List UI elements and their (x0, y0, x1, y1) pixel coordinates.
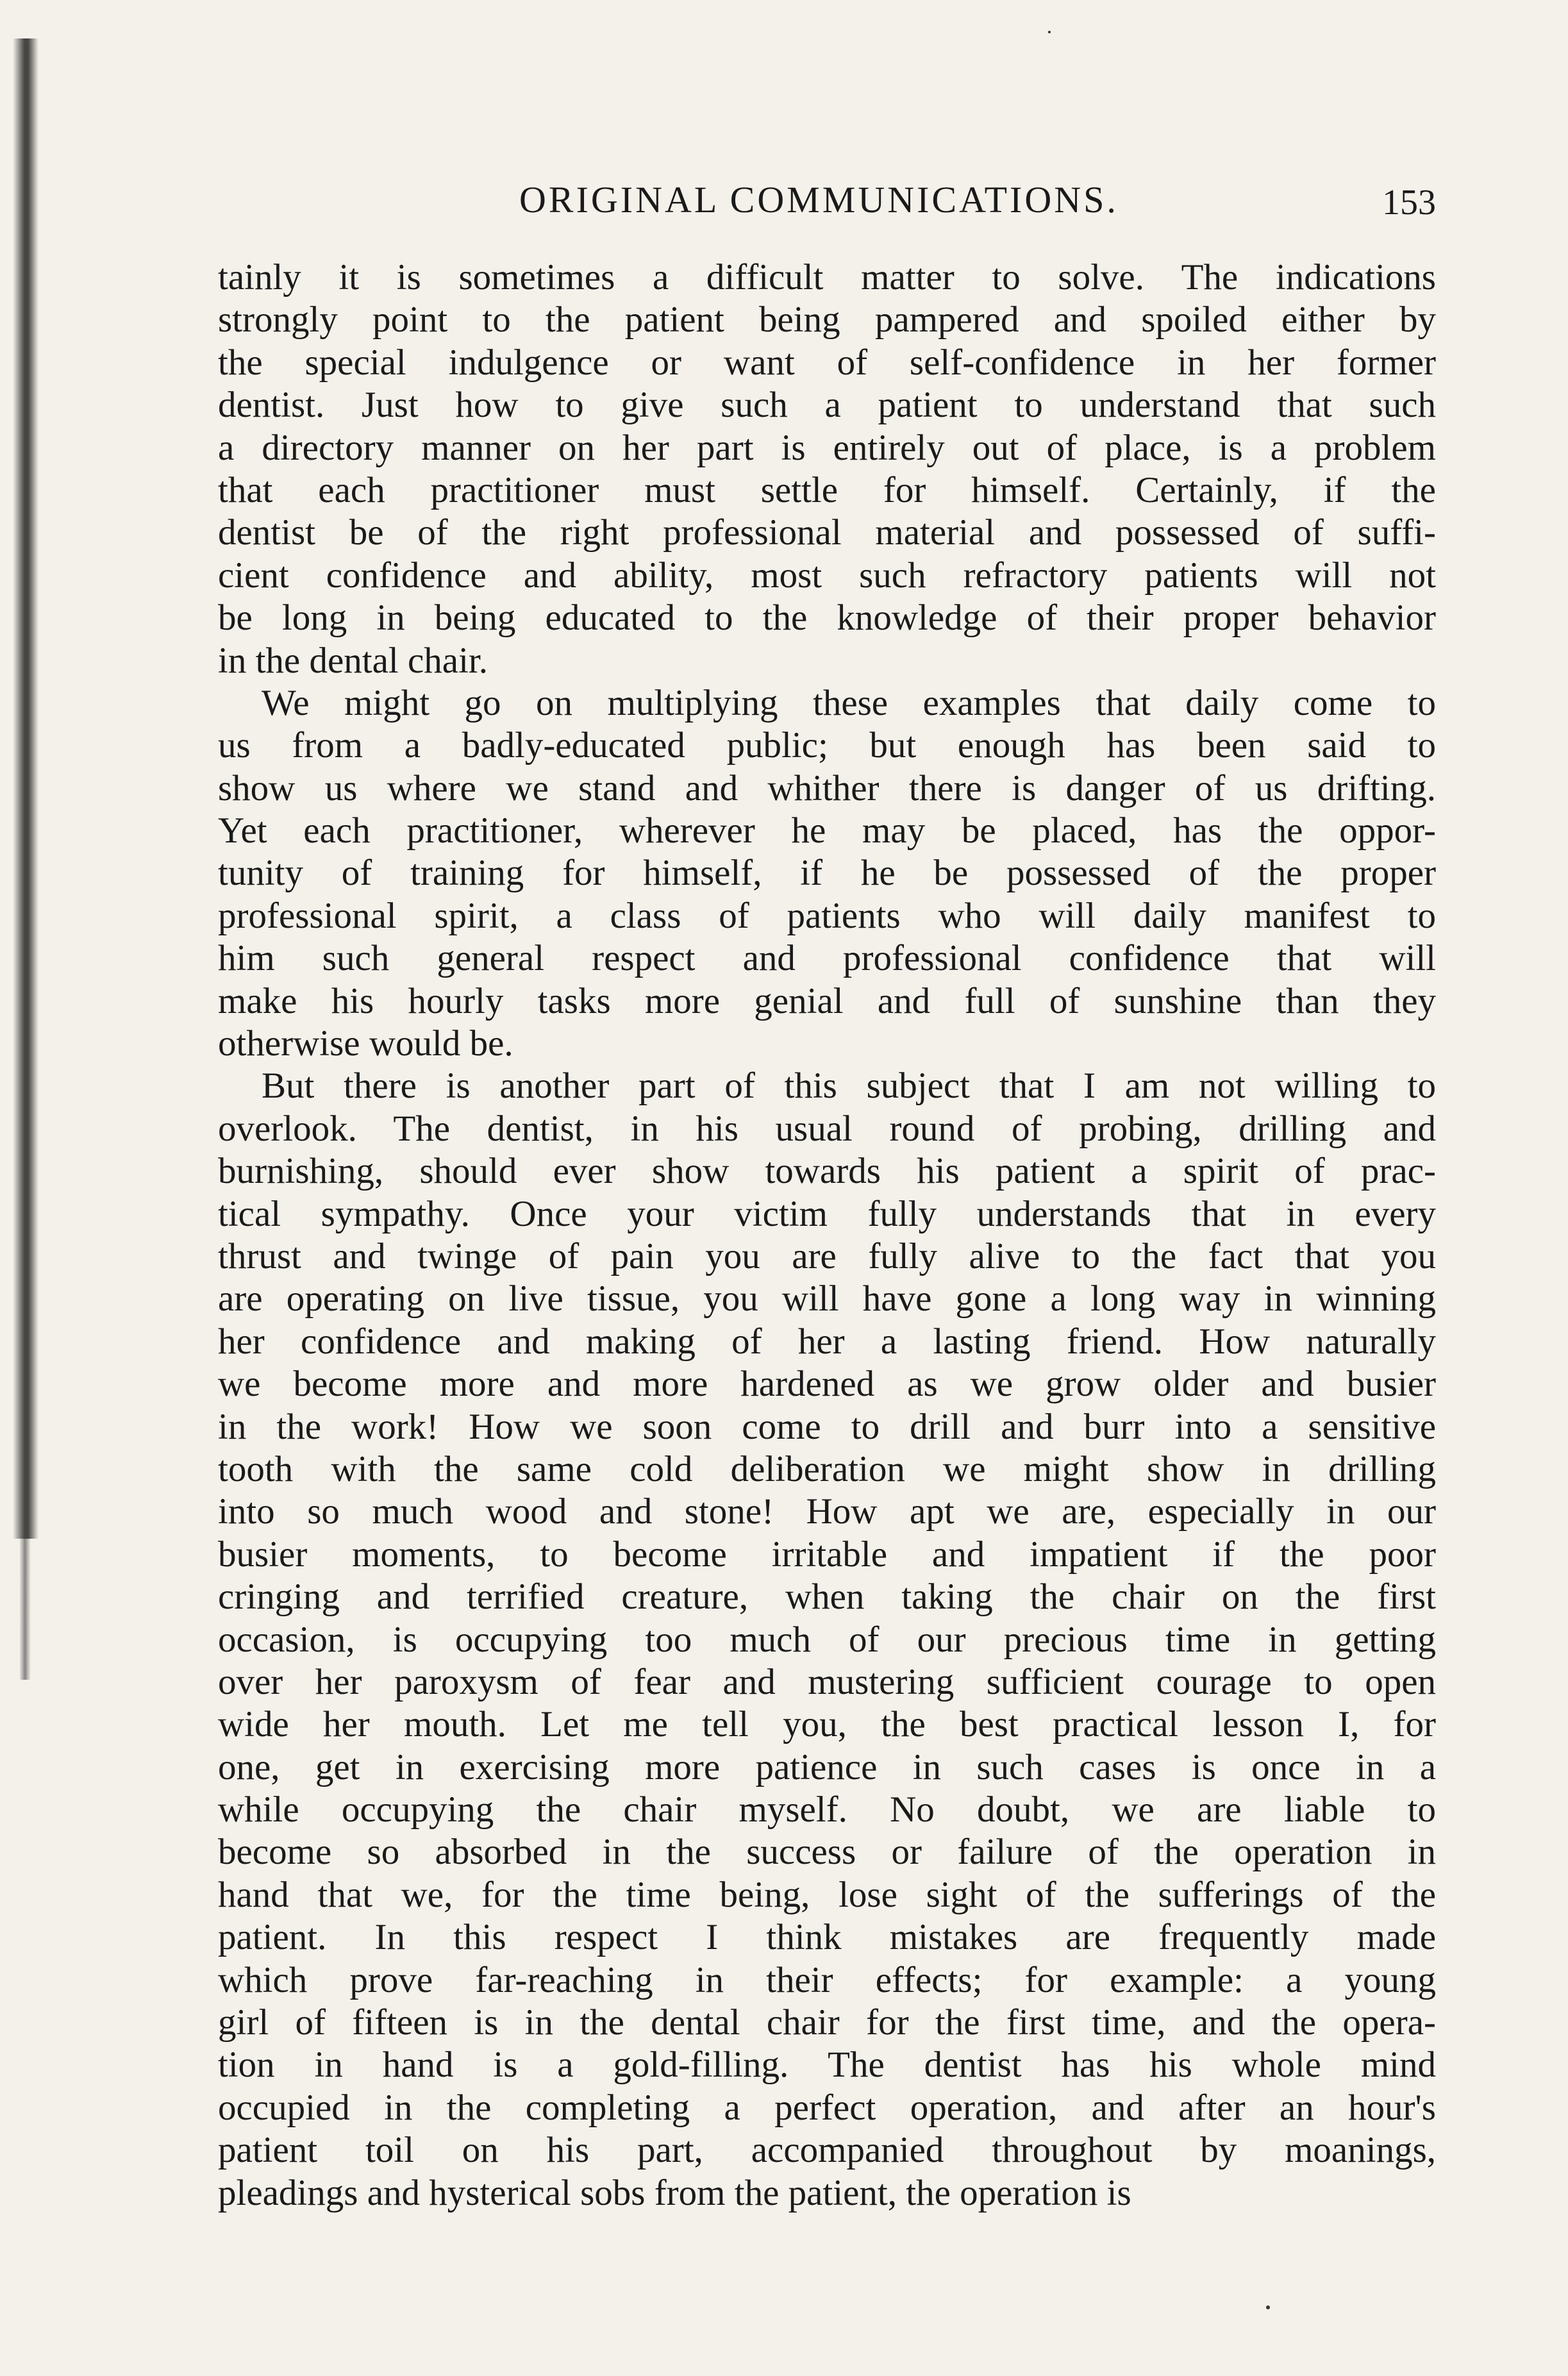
text-line: make his hourly tasks more genial and full of sunshine than they (218, 980, 1436, 1021)
text-line: wide her mouth. Let me tell you, the best practical lesson I, for (218, 1704, 1436, 1745)
text-line: tooth with the same cold deliberation we might show in drilling (218, 1448, 1436, 1489)
text-line: occupied in the completing a perfect operation, and after an hour's (218, 2087, 1436, 2128)
paragraph (218, 1065, 1436, 2214)
text-line: girl of fifteen is in the dental chair for the first time, and the opera- (218, 2002, 1436, 2043)
text-line: thrust and twinge of pain you are fully alive to the fact that you (218, 1235, 1436, 1276)
text-line: over her paroxysm of fear and mustering sufficient courage to open (218, 1661, 1436, 1702)
page-binding-shadow (13, 38, 38, 1539)
text-line: Yet each practitioner, wherever he may be placed, has the oppor- (218, 810, 1436, 851)
article-body (218, 256, 1436, 2214)
text-line: patient. In this respect I think mistakes are frequently made (218, 1917, 1436, 1958)
page-number: 153 (1382, 183, 1436, 222)
text-line: overlook. The dentist, in his usual round of probing, drilling and (218, 1108, 1436, 1149)
text-line: cient confidence and ability, most such refractory patients will not (218, 555, 1436, 596)
text-line: into so much wood and stone! How apt we are, especially in our (218, 1491, 1436, 1532)
text-line: dentist be of the right professional material and possessed of suffi- (218, 512, 1436, 553)
text-line: show us where we stand and whither there is danger of us drifting. (218, 767, 1436, 808)
paragraph (218, 682, 1436, 1066)
text-line: But there is another part of this subject that I am not willing to (262, 1066, 1436, 1107)
text-line: tical sympathy. Once your victim fully understands that in every (218, 1193, 1436, 1234)
text-line: tion in hand is a gold-filling. The dentist has his whole mind (218, 2045, 1436, 2086)
text-line: professional spirit, a class of patients who will daily manifest to (218, 895, 1436, 936)
text-line: in the dental chair. (218, 640, 488, 681)
text-line: him such general respect and professional confidence that will (218, 938, 1436, 979)
text-line: dentist. Just how to give such a patient to understand that such (218, 385, 1436, 426)
text-line: tunity of training for himself, if he be possessed of the proper (218, 853, 1436, 894)
text-line: which prove far-reaching in their effects; for example: a young (218, 1959, 1436, 2000)
paragraph (218, 256, 1436, 682)
text-line: while occupying the chair myself. No doubt, we are liable to (218, 1789, 1436, 1830)
text-line: in the work! How we soon come to drill and burr into a sensitive (218, 1406, 1436, 1447)
text-line: otherwise would be. (218, 1023, 513, 1064)
text-line: patient toil on his part, accompanied throughout by moanings, (218, 2130, 1436, 2171)
text-line: the special indulgence or want of self-confidence in her former (218, 342, 1436, 383)
text-line: We might go on multiplying these examples that daily come to (262, 682, 1436, 723)
text-line: her confidence and making of her a lasting friend. How naturally (218, 1321, 1436, 1362)
text-line: are operating on live tissue, you will have gone a long way in winning (218, 1278, 1436, 1319)
text-line: hand that we, for the time being, lose sight of the sufferings of the (218, 1874, 1436, 1915)
text-line: that each practitioner must settle for himself. Certainly, if the (218, 469, 1436, 510)
text-line: be long in being educated to the knowledge of their proper behavior (218, 598, 1436, 639)
running-header (218, 174, 1436, 226)
page-binding-shadow-lower (19, 1539, 31, 1680)
text-line: pleadings and hysterical sobs from the patient, the operation is (218, 2172, 1131, 2213)
text-line: become so absorbed in the success or failure of the operation in (218, 1832, 1436, 1873)
text-line: burnishing, should ever show towards his patient a spirit of prac- (218, 1151, 1436, 1192)
text-line: we become more and more hardened as we grow older and busier (218, 1364, 1436, 1405)
text-line: occasion, is occupying too much of our precious time in getting (218, 1619, 1436, 1660)
text-line: busier moments, to become irritable and impatient if the poor (218, 1534, 1436, 1575)
text-line: us from a badly-educated public; but enough has been said to (218, 725, 1436, 766)
text-line: one, get in exercising more patience in such cases is once in a (218, 1746, 1436, 1787)
text-line: tainly it is sometimes a difficult matter to solve. The indications (218, 257, 1436, 297)
running-title: ORIGINAL COMMUNICATIONS. (519, 179, 1119, 221)
text-line: a directory manner on her part is entirely out of place, is a problem (218, 427, 1436, 468)
print-speck (1266, 2305, 1270, 2309)
text-line: strongly point to the patient being pampered and spoiled either by (218, 299, 1436, 340)
print-speck (1048, 31, 1051, 33)
text-line: cringing and terrified creature, when taking the chair on the first (218, 1577, 1436, 1618)
